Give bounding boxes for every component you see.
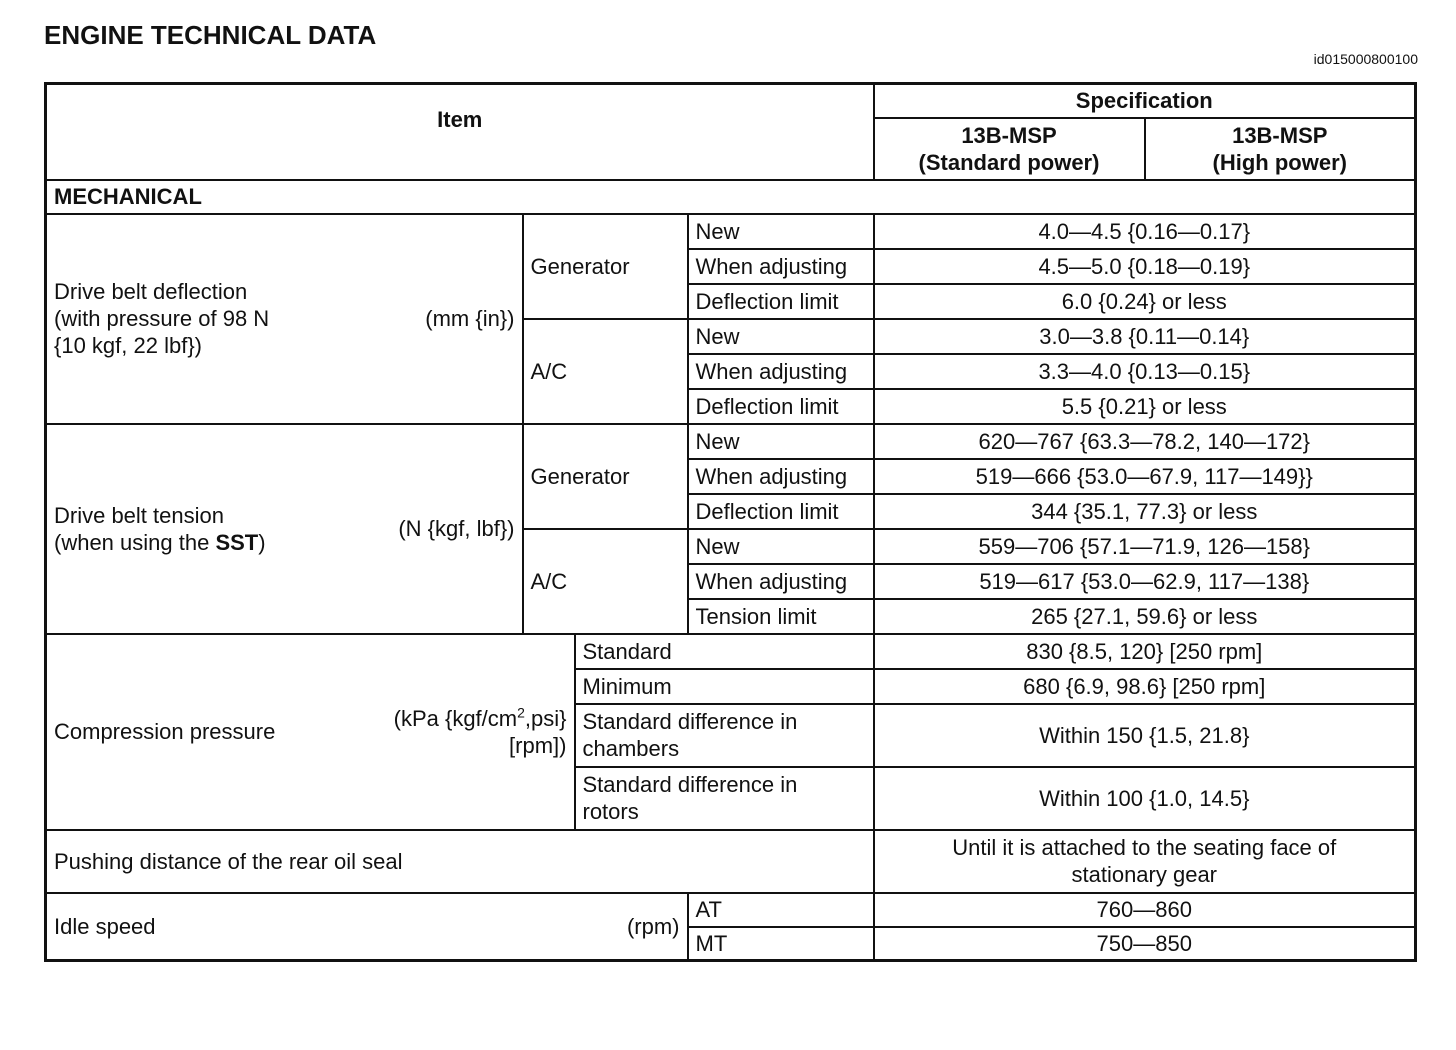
value-cell: 750—850 xyxy=(874,927,1416,961)
table-row xyxy=(46,634,1416,669)
condition-cell: MT xyxy=(688,927,874,961)
condition-cell: Deflection limit xyxy=(688,494,874,529)
value-cell: 6.0 {0.24} or less xyxy=(874,284,1416,319)
page-title: ENGINE TECHNICAL DATA xyxy=(44,20,377,50)
value-cell: 559—706 {57.1—71.9, 126—158} xyxy=(874,529,1416,564)
engine-spec-table xyxy=(44,82,1417,962)
value-cell: 680 {6.9, 98.6} [250 rpm] xyxy=(874,669,1416,704)
value-cell: 620—767 {63.3—78.2, 140—172} xyxy=(874,424,1416,459)
item-header: Item xyxy=(46,84,874,180)
condition-cell: Tension limit xyxy=(688,599,874,634)
value-cell: Within 150 {1.5, 21.8} xyxy=(874,704,1416,767)
deflection-unit: (mm {in}) xyxy=(425,306,515,331)
value-cell: 5.5 {0.21} or less xyxy=(874,389,1416,424)
idle-unit: (rpm) xyxy=(626,913,680,939)
condition-cell: Standard xyxy=(575,634,874,669)
compression-unit: (kPa $\{kgf/cm^2,psi\}$ [rpm]) xyxy=(393,704,567,758)
value-cell: Within 100 {1.0, 14.5} xyxy=(874,767,1416,830)
table-row xyxy=(46,214,1416,249)
condition-cell: When adjusting xyxy=(688,354,874,389)
section-mechanical: MECHANICAL xyxy=(46,180,1416,214)
condition-cell: Deflection limit xyxy=(688,389,874,424)
value-cell: 3.0—3.8 {0.11—0.14} xyxy=(874,319,1416,354)
condition-cell: Standard difference in chambers xyxy=(575,704,874,767)
value-cell: 4.0—4.5 {0.16—0.17} xyxy=(874,214,1416,249)
value-cell: 760—860 xyxy=(874,893,1416,927)
value-cell: 344 {35.1, 77.3} or less xyxy=(874,494,1416,529)
tension-label: Drive belt tension (when using the SST) (N {kgf, lbf}) xyxy=(46,424,523,634)
section-row xyxy=(46,180,1416,214)
value-cell: 830 {8.5, 120} [250 rpm] xyxy=(874,634,1416,669)
deflection-ac: A/C xyxy=(523,319,688,424)
oil-seal-label: Pushing distance of the rear oil seal xyxy=(46,830,874,893)
deflection-generator: Generator xyxy=(523,214,688,319)
idle-label: Idle speed (rpm) xyxy=(46,893,688,961)
condition-cell: Minimum xyxy=(575,669,874,704)
condition-cell: Deflection limit xyxy=(688,284,874,319)
value-cell: 4.5—5.0 {0.18—0.19} xyxy=(874,249,1416,284)
document-id: id015000800100 xyxy=(1313,51,1418,67)
condition-cell: When adjusting xyxy=(688,459,874,494)
condition-cell: New xyxy=(688,529,874,564)
value-cell: 519—617 {53.0—62.9, 117—138} xyxy=(874,564,1416,599)
tension-ac: A/C xyxy=(523,529,688,634)
tension-generator: Generator xyxy=(523,424,688,529)
condition-cell: New xyxy=(688,424,874,459)
standard-power-header: 13B-MSP (Standard power) xyxy=(874,118,1145,180)
condition-cell: New xyxy=(688,319,874,354)
condition-cell: When adjusting xyxy=(688,249,874,284)
value-cell: 519—666 {53.0—67.9, 117—149}} xyxy=(874,459,1416,494)
specification-header: Specification xyxy=(874,84,1416,118)
value-cell: 265 {27.1, 59.6} or less xyxy=(874,599,1416,634)
table-row xyxy=(46,424,1416,459)
table-row xyxy=(46,893,1416,927)
condition-cell: When adjusting xyxy=(688,564,874,599)
condition-cell: New xyxy=(688,214,874,249)
value-cell: 3.3—4.0 {0.13—0.15} xyxy=(874,354,1416,389)
deflection-label: Drive belt deflection (with pressure of 98 N {10 kgf, 22 lbf}) (mm {in}) xyxy=(46,214,523,424)
header-row xyxy=(46,84,1416,118)
high-power-header: 13B-MSP (High power) xyxy=(1145,118,1416,180)
table-row xyxy=(46,830,1416,893)
oil-seal-value: Until it is attached to the seating face of stationary gear xyxy=(874,830,1416,893)
condition-cell: AT xyxy=(688,893,874,927)
tension-unit: (N {kgf, lbf}) xyxy=(398,516,515,541)
compression-label: Compression pressure (kPa $\{kgf/cm^2,psi\}$ [rpm]) xyxy=(46,634,575,830)
condition-cell: Standard difference in rotors xyxy=(575,767,874,830)
